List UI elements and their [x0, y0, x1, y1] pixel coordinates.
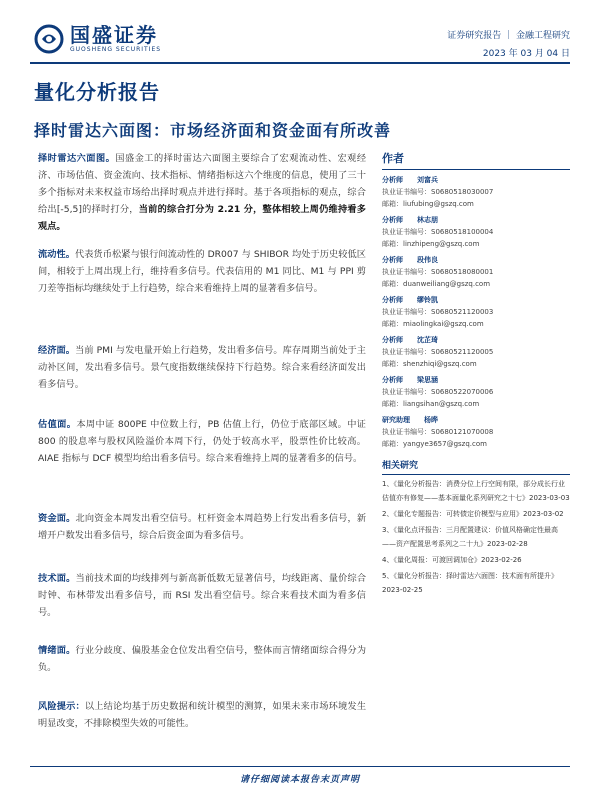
- author-name: 沈芷琦: [417, 336, 438, 344]
- author-email[interactable]: liufubing@gszq.com: [403, 200, 474, 208]
- author-role: 研究助理: [382, 416, 410, 424]
- cert-number: S0680518100004: [431, 228, 494, 236]
- email-label: 邮箱：: [382, 280, 403, 288]
- author-entry: [382, 334, 570, 370]
- summary-text: 国盛金工的择时雷达六面图主要综合了宏观流动性、宏观经济、市场估值、资金流向、技术指标、情绪指标这六个维度的信息，使用了三十多个指标对未来权益市场给出择时观点并进行择时。基于各项指标的观点，综合给出[-5,5]的择时打分，: [38, 153, 367, 215]
- summary-paragraph: [38, 150, 366, 235]
- author-email[interactable]: miaolingkai@gszq.com: [403, 320, 484, 328]
- author-name: 梁思涵: [417, 376, 438, 384]
- risk-warning: [38, 698, 366, 732]
- author-entry: [382, 294, 570, 330]
- cert-number: S0680518030007: [431, 188, 494, 196]
- cert-label: 执业证书编号：: [382, 228, 431, 236]
- summary-lead: 择时雷达六面图。: [38, 153, 116, 164]
- author-role: 分析师: [382, 176, 403, 184]
- cert-number: S0680518080001: [431, 268, 494, 276]
- report-category: 证券研究报告 ｜ 金融工程研究: [447, 31, 570, 41]
- author-name: 杨晔: [424, 416, 438, 424]
- author-role: 分析师: [382, 296, 403, 304]
- section-lead: 情绪面。: [38, 645, 76, 656]
- author-entry: [382, 174, 570, 210]
- author-name: 林志朋: [417, 216, 438, 224]
- sidebar: [382, 150, 570, 597]
- related-research-heading: 相关研究: [382, 458, 570, 475]
- section-lead: 流动性。: [38, 249, 76, 260]
- email-label: 邮箱：: [382, 360, 403, 368]
- section-text: 本周中证 800PE 中位数上行，PB 估值上行，仍位于底部区域。中证 800 的股息率与股权风险溢价本周下行，仍处于较高水平，股票性价比较高。AIAE 指标与 DCF 模型均给出看多信号。综合来看维持上周的显著看多的信号。: [38, 419, 366, 464]
- cert-label: 执业证书编号：: [382, 388, 431, 396]
- cert-label: 执业证书编号：: [382, 428, 431, 436]
- cert-number: S0680521120005: [431, 348, 494, 356]
- author-entry: [382, 254, 570, 290]
- cert-label: 执业证书编号：: [382, 188, 431, 196]
- authors-heading: 作者: [382, 150, 570, 170]
- section-lead: 估值面。: [38, 419, 77, 430]
- section-economy: [38, 342, 366, 393]
- footer-divider: [30, 766, 570, 767]
- risk-text: 以上结论均基于历史数据和统计模型的测算，如果未来市场环境发生明显改变，不排除模型失效的可能性。: [38, 701, 367, 729]
- related-research-item[interactable]: 5、《量化分析报告：择时雷达六面图：技术面有所提升》2023-02-25: [382, 572, 558, 594]
- author-name: 刘富兵: [417, 176, 438, 184]
- author-role: 分析师: [382, 376, 403, 384]
- author-entry: [382, 374, 570, 410]
- author-role: 分析师: [382, 336, 403, 344]
- risk-lead: 风险提示：: [38, 701, 85, 712]
- section-sentiment: [38, 642, 366, 676]
- section-liquidity: [38, 246, 366, 297]
- logo-emblem-icon: [34, 24, 64, 54]
- related-research-item[interactable]: 1、《量化分析报告：消费分位上行空间有限，部分成长行业估值亦有修复——基本面量化系列研究之十七》2023-03-03: [382, 480, 570, 502]
- section-lead: 技术面。: [38, 573, 76, 584]
- author-name: 段伟良: [417, 256, 438, 264]
- company-logo: [34, 22, 204, 56]
- report-date: 2023 年 03 月 04 日: [482, 49, 570, 59]
- related-research-item[interactable]: 4、《量化周报：可渡回调加仓》2023-02-26: [382, 556, 522, 564]
- section-text: 代表货币松紧与银行间流动性的 DR007 与 SHIBOR 均处于历史较低区间，相较于上周出现上行，维持看多信号。代表信用的 M1 同比、M1 与 PPI 剪刀差等指标均继续处于上行趋势，综合来看维持上周的显著看多信号。: [38, 249, 366, 294]
- cert-number: S0680522070006: [431, 388, 494, 396]
- footer-disclaimer: 请仔细阅读本报告末页声明: [239, 775, 360, 785]
- author-email[interactable]: liangsihan@gszq.com: [403, 400, 480, 408]
- section-technical: [38, 570, 366, 621]
- page-header: [0, 0, 600, 70]
- author-email[interactable]: linzhipeng@gszq.com: [403, 240, 480, 248]
- cert-number: S0680121070008: [431, 428, 494, 436]
- cert-label: 执业证书编号：: [382, 308, 431, 316]
- section-text: 行业分歧度、偏股基金仓位发出看空信号，整体而言情绪面综合得分为负。: [38, 645, 367, 673]
- section-text: 北向资金本周发出看空信号。杠杆资金本周趋势上行发出看多信号，新增开户数发出看多信号，综合后资金面为看多信号。: [38, 513, 367, 541]
- header-divider: [30, 62, 570, 64]
- section-lead: 经济面。: [38, 345, 76, 356]
- email-label: 邮箱：: [382, 400, 403, 408]
- section-funds: [38, 510, 366, 544]
- logo-english-name: GUOSHENG SECURITIES: [70, 46, 162, 53]
- author-entry: [382, 214, 570, 250]
- author-email[interactable]: shenzhiqi@gszq.com: [403, 360, 477, 368]
- section-valuation: [38, 416, 366, 467]
- cert-number: S0680521120003: [431, 308, 494, 316]
- section-text: 当前技术面的均线排列与新高新低数无显著信号，均线距离、量价综合时钟、布林带发出看多信号，而 RSI 发出看空信号。综合来看技术面为看多信号。: [38, 573, 367, 618]
- author-email[interactable]: duanweiliang@gszq.com: [403, 280, 491, 288]
- related-research-item[interactable]: 2、《量化专题报告：可转债定价模型与应用》2023-03-02: [382, 510, 564, 518]
- section-text: 当前 PMI 与发电量开始上行趋势，发出看多信号。库存周期当前处于主动补区间，发出看多信号。景气度指数继续保持下行趋势。综合来看经济面发出看多信号。: [38, 345, 366, 390]
- report-type: 量化分析报告: [34, 80, 160, 104]
- email-label: 邮箱：: [382, 200, 403, 208]
- author-role: 分析师: [382, 216, 403, 224]
- email-label: 邮箱：: [382, 440, 403, 448]
- related-research-item[interactable]: 3、《量化点评报告：三月配置建议：价值风格确定性最高——资产配置思考系列之二十九》2023-02-28: [382, 526, 558, 548]
- email-label: 邮箱：: [382, 240, 403, 248]
- cert-label: 执业证书编号：: [382, 348, 431, 356]
- author-entry: [382, 414, 570, 450]
- summary-highlight: 当前的综合打分为 2.21 分，整体相较上周仍维持看多观点。: [38, 204, 366, 232]
- author-role: 分析师: [382, 256, 403, 264]
- email-label: 邮箱：: [382, 320, 403, 328]
- section-lead: 资金面。: [38, 513, 76, 524]
- author-name: 缪铃凯: [417, 296, 438, 304]
- logo-chinese-name: 国盛证券: [70, 23, 158, 47]
- report-title: 择时雷达六面图：市场经济面和资金面有所改善: [34, 121, 392, 140]
- author-email[interactable]: yangye3657@gszq.com: [403, 440, 487, 448]
- cert-label: 执业证书编号：: [382, 268, 431, 276]
